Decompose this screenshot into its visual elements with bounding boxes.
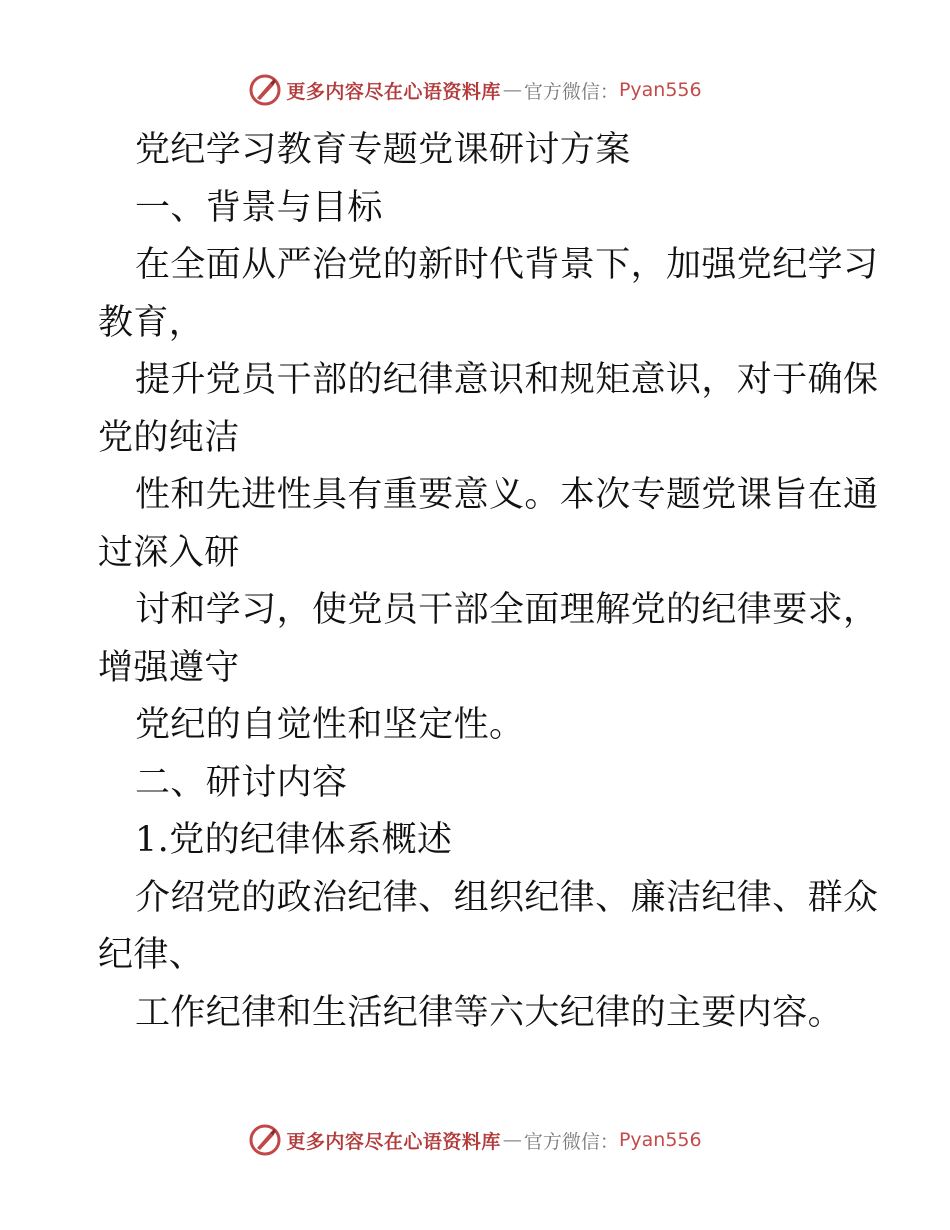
text-line: 一、背景与目标 [135, 187, 383, 228]
text-line: 讨和学习，使党员干部全面理解党的纪律要求， [135, 590, 879, 630]
pen-logo-icon [248, 1123, 282, 1157]
watermark-main-text: 更多内容尽在心语资料库 [286, 1130, 501, 1153]
watermark-sub-text: 官方微信： [523, 80, 619, 103]
text-line: 介绍党的政治纪律、组织纪律、廉洁纪律、群众 [135, 877, 879, 918]
text-line: 工作纪律和生活纪律等六大纪律的主要内容。 [135, 992, 844, 1033]
watermark-sub-text: 官方微信： [523, 1130, 619, 1153]
text-line: 在全面从严治党的新时代背景下，加强党纪学习 [135, 245, 879, 285]
text-line: 1.党的纪律体系概述 [135, 820, 453, 860]
text-line: 过深入研 [98, 532, 240, 573]
watermark-main-text: 更多内容尽在心语资料库 [286, 80, 501, 103]
text-line: 党纪学习教育专题党课研讨方案 [135, 130, 631, 170]
document-body [98, 122, 879, 1042]
text-line: 性和先进性具有重要意义。本次专题党课旨在通 [135, 475, 879, 515]
watermark-separator: — [502, 1129, 522, 1151]
watermark-wechat-id: Pyan556 [618, 1129, 702, 1151]
text-line: 增强遵守 [98, 647, 240, 688]
pen-logo-icon [248, 73, 282, 107]
watermark-separator: — [502, 79, 522, 101]
footer-watermark [0, 1120, 950, 1160]
text-line: 党的纯洁 [98, 417, 240, 458]
watermark-wechat-id: Pyan556 [618, 79, 702, 101]
text-line: 二、研讨内容 [135, 762, 348, 803]
text-line: 教育， [98, 302, 205, 343]
text-line: 纪律、 [98, 935, 205, 975]
header-watermark [0, 70, 950, 110]
text-line: 提升党员干部的纪律意识和规矩意识，对于确保 [135, 360, 879, 400]
text-line: 党纪的自觉性和坚定性。 [135, 705, 525, 745]
